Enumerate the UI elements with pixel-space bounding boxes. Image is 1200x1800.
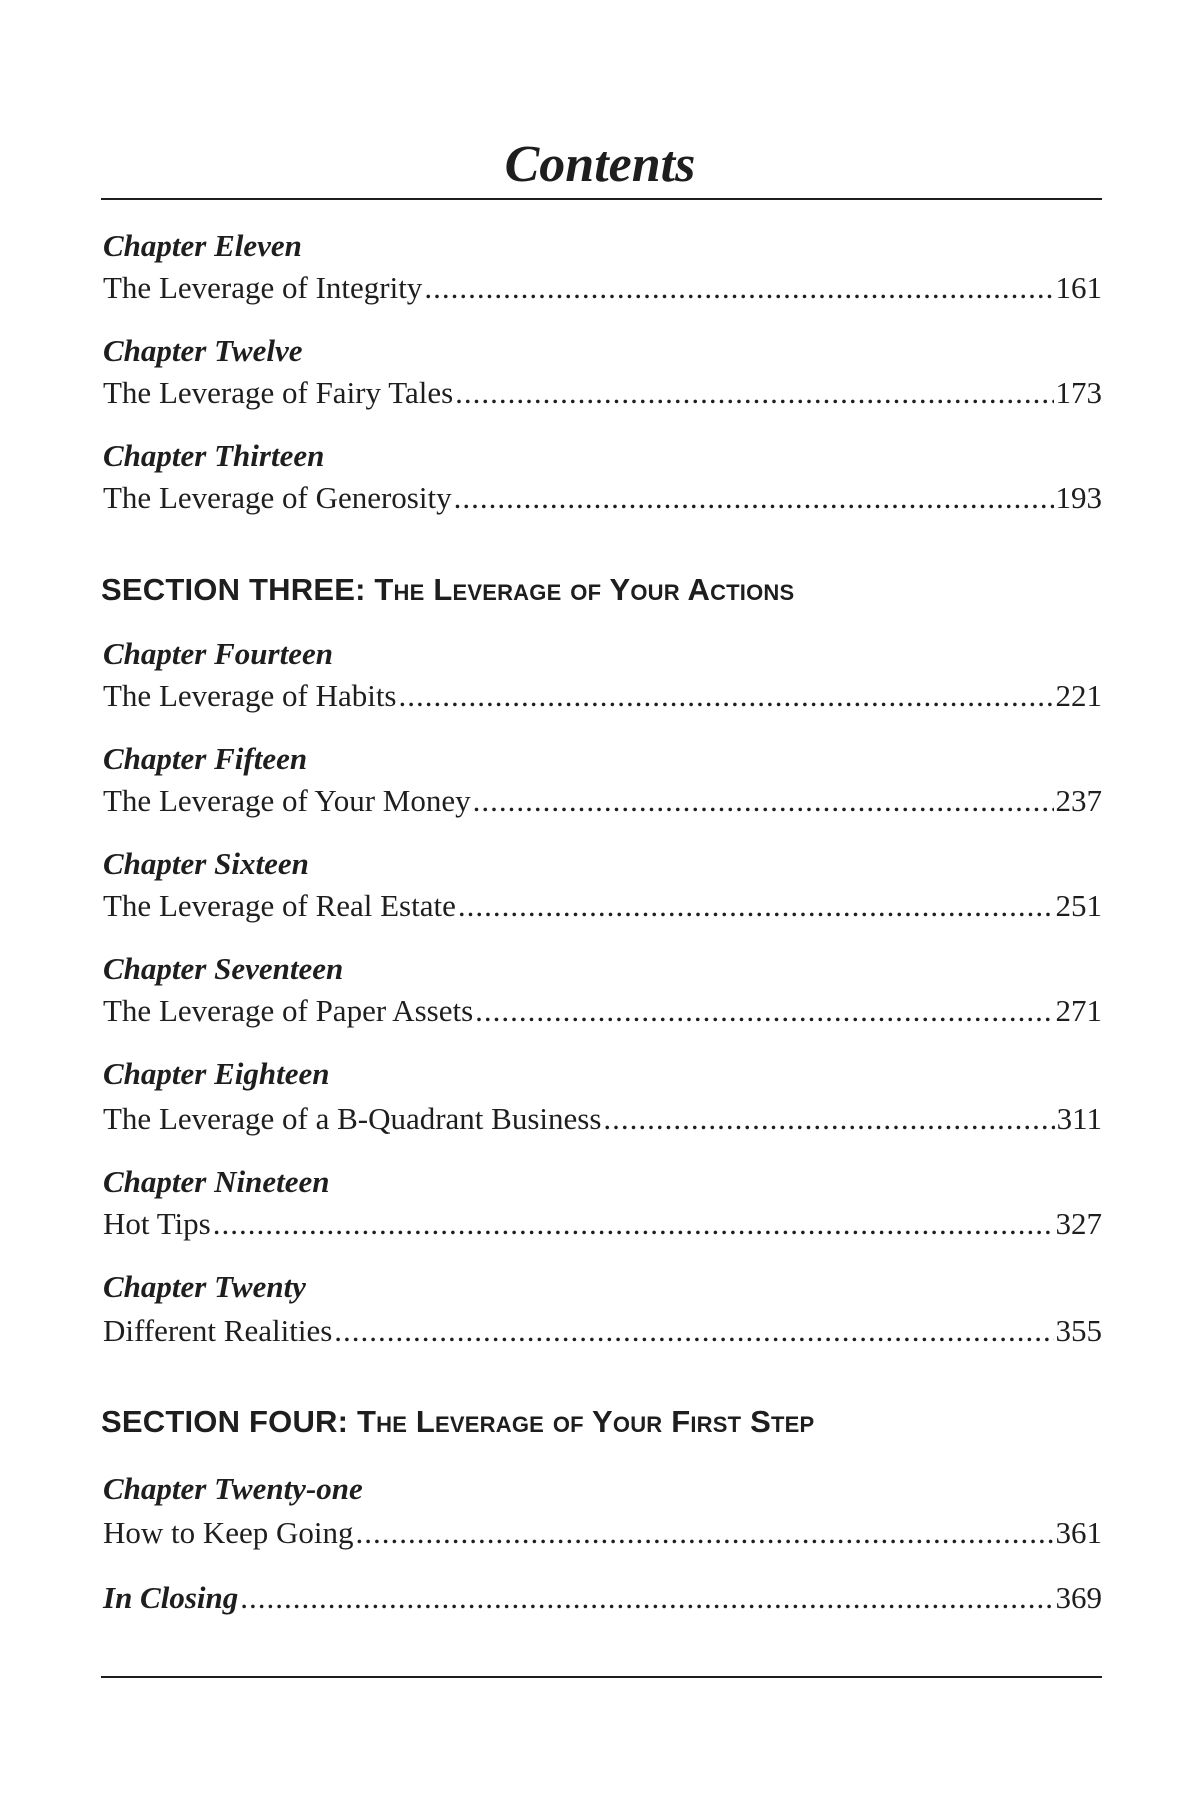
page-number: 369 (1055, 1580, 1102, 1615)
dot-leader (475, 991, 1053, 1031)
page-number: 271 (1055, 993, 1102, 1028)
chapter-label-twenty-one: Chapter Twenty-one (103, 1471, 363, 1506)
entry-title: In Closing (103, 1580, 239, 1615)
entry-title: The Leverage of Habits (103, 678, 397, 713)
page-number: 237 (1055, 783, 1102, 818)
entry-title: Different Realities (103, 1313, 333, 1348)
dot-leader (473, 781, 1054, 821)
entry-title: The Leverage of Real Estate (103, 888, 456, 923)
dot-leader (240, 1578, 1053, 1618)
dot-leader (454, 478, 1054, 518)
page-number: 221 (1055, 678, 1102, 713)
dot-leader (424, 268, 1053, 308)
entry-title: The Leverage of Fairy Tales (103, 375, 454, 410)
dot-leader (356, 1513, 1054, 1553)
section-title: The Leverage of Your First Step (356, 1404, 815, 1439)
toc-entry-b-quadrant-business[interactable] (103, 1099, 1102, 1139)
toc-entry-real-estate[interactable] (103, 886, 1102, 926)
page-number: 161 (1055, 270, 1102, 305)
section-prefix: SECTION THREE: (101, 572, 366, 607)
chapter-label-fifteen: Chapter Fifteen (103, 741, 308, 776)
toc-entry-fairy-tales[interactable] (103, 373, 1102, 413)
toc-entry-generosity[interactable] (103, 478, 1102, 518)
chapter-label-twenty: Chapter Twenty (103, 1269, 306, 1304)
section-prefix: SECTION FOUR: (101, 1404, 349, 1439)
dot-leader (334, 1311, 1053, 1351)
chapter-label-fourteen: Chapter Fourteen (103, 636, 333, 671)
entry-title: The Leverage of Paper Assets (103, 993, 474, 1028)
dot-leader (213, 1204, 1054, 1244)
toc-entry-keep-going[interactable] (103, 1513, 1102, 1553)
toc-entry-integrity[interactable] (103, 268, 1102, 308)
page-number: 193 (1055, 480, 1102, 515)
entry-title: The Leverage of a B-Quadrant Business (103, 1101, 602, 1136)
entry-title: How to Keep Going (103, 1515, 354, 1550)
section-three-heading (101, 570, 794, 610)
page-number: 311 (1056, 1101, 1102, 1136)
section-title: The Leverage of Your Actions (374, 572, 795, 607)
chapter-label-thirteen: Chapter Thirteen (103, 438, 325, 473)
entry-title: The Leverage of Generosity (103, 480, 452, 515)
toc-entry-different-realities[interactable] (103, 1311, 1102, 1351)
toc-entry-hot-tips[interactable] (103, 1204, 1102, 1244)
chapter-label-seventeen: Chapter Seventeen (103, 951, 344, 986)
page-number: 251 (1055, 888, 1102, 923)
toc-entry-habits[interactable] (103, 676, 1102, 716)
entry-title: Hot Tips (103, 1206, 211, 1241)
bottom-divider (101, 1676, 1102, 1678)
entry-title: The Leverage of Your Money (103, 783, 471, 818)
chapter-label-twelve: Chapter Twelve (103, 333, 303, 368)
page-number: 355 (1055, 1313, 1102, 1348)
dot-leader (455, 373, 1053, 413)
toc-entry-paper-assets[interactable] (103, 991, 1102, 1031)
chapter-label-eleven: Chapter Eleven (103, 228, 302, 263)
top-divider (101, 198, 1102, 200)
toc-entry-your-money[interactable] (103, 781, 1102, 821)
chapter-label-nineteen: Chapter Nineteen (103, 1164, 330, 1199)
page-number: 173 (1055, 375, 1102, 410)
dot-leader (458, 886, 1054, 926)
chapter-label-sixteen: Chapter Sixteen (103, 846, 309, 881)
page-number: 361 (1055, 1515, 1102, 1550)
entry-title: The Leverage of Integrity (103, 270, 423, 305)
section-four-heading (101, 1402, 814, 1442)
dot-leader (399, 676, 1054, 716)
page-title: Contents (504, 135, 696, 193)
dot-leader (603, 1099, 1054, 1139)
page-number: 327 (1055, 1206, 1102, 1241)
chapter-label-eighteen: Chapter Eighteen (103, 1056, 330, 1091)
toc-entry-in-closing[interactable] (103, 1578, 1102, 1618)
